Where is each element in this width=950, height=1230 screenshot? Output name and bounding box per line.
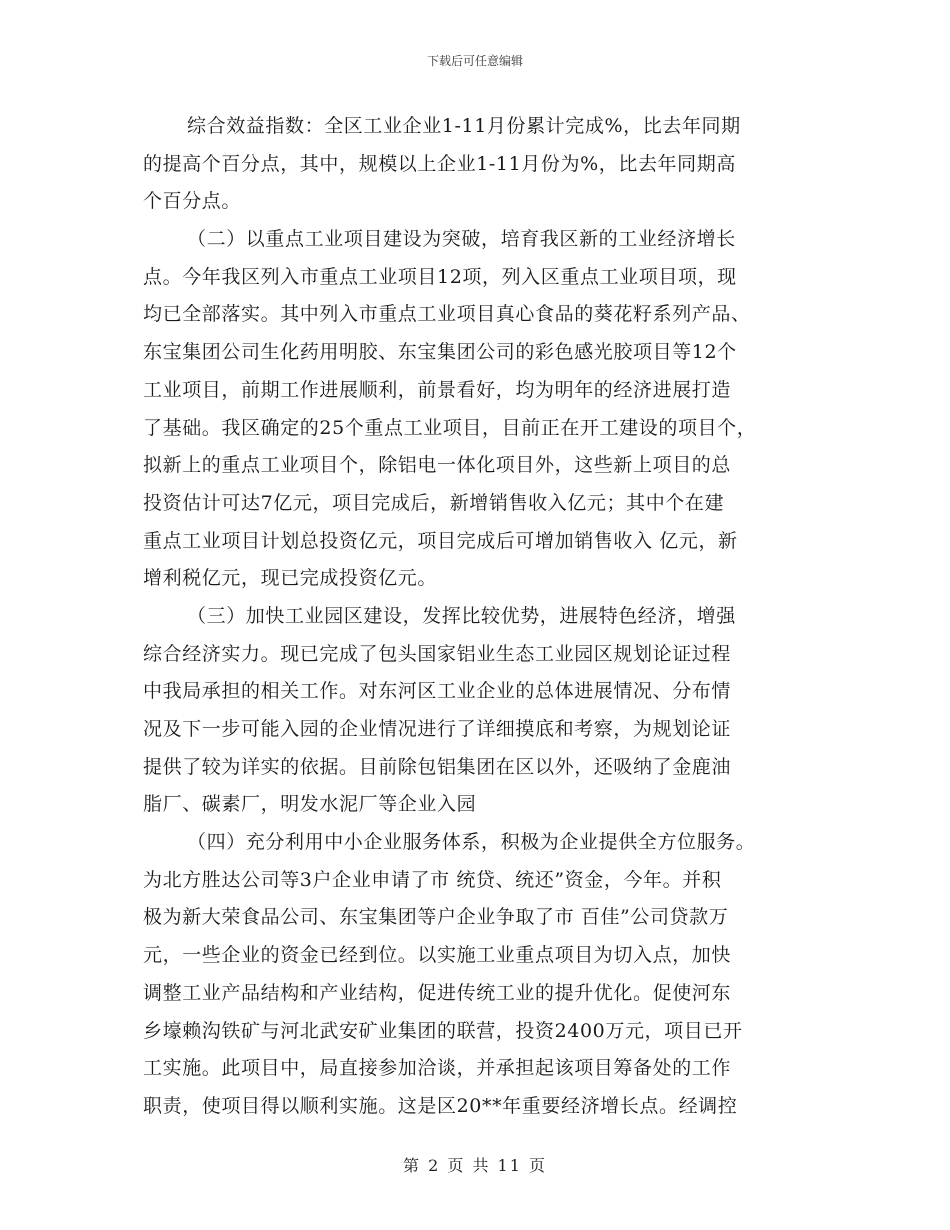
body-line: 况及下一步可能入园的企业情况进行了详细摸底和考察，为规划论证 bbox=[143, 718, 732, 740]
body-line: 工实施。此项目中，局直接参加洽谈，并承担起该项目筹备处的工作 bbox=[143, 1057, 732, 1080]
body-line: 综合效益指数：全区工业企业1-11月份累计完成%，比去年同期 bbox=[187, 115, 741, 137]
body-line: 了基础。我区确定的25个重点工业项目，目前正在开工建设的项目个， bbox=[143, 416, 757, 439]
page-header: 下载后可任意编辑 bbox=[426, 54, 523, 68]
body-line: 中我局承担的相关工作。对东河区工业企业的总体进展情况、分布情 bbox=[143, 680, 732, 703]
body-line: 元，一些企业的资金已经到位。以实施工业重点项目为切入点，加快 bbox=[143, 944, 732, 967]
body-line: 为北方胜达公司等3户企业申请了市 统贷、统还”资金，今年。并积 bbox=[143, 868, 722, 891]
body-line: 极为新大荣食品公司、东宝集团等户企业争取了市 百佳”公司贷款万 bbox=[143, 906, 729, 929]
body-line: （四）充分利用中小企业服务体系，积极为企业提供全方位服务。 bbox=[187, 831, 756, 854]
body-line: 职责，使项目得以顺利实施。这是区20**年重要经济增长点。经调控 bbox=[143, 1094, 738, 1117]
body-line: （二）以重点工业项目建设为突破，培育我区新的工业经济增长 bbox=[187, 228, 736, 251]
body-line: 投资估计可达7亿元，项目完成后，新增销售收入亿元；其中个在建 bbox=[143, 491, 725, 514]
document-body bbox=[143, 108, 808, 1126]
body-line: 脂厂、碳素厂，明发水泥厂等企业入园 bbox=[143, 793, 477, 816]
body-line: 拟新上的重点工业项目个，除铝电一体化项目外，这些新上项目的总 bbox=[143, 454, 732, 477]
body-line: 点。今年我区列入市重点工业项目12项，列入区重点工业项目项，现 bbox=[143, 265, 737, 288]
body-line: 增利税亿元，现已完成投资亿元。 bbox=[143, 567, 438, 590]
body-line: 调整工业产品结构和产业结构，促进传统工业的提升优化。促使河东 bbox=[143, 981, 732, 1004]
body-line: 个百分点。 bbox=[143, 190, 242, 213]
body-line: （三）加快工业园区建设，发挥比较优势，进展特色经济，增强 bbox=[187, 604, 736, 627]
body-line: 均已全部落实。其中列入市重点工业项目真心食品的葵花籽系列产品、 bbox=[143, 303, 751, 326]
body-line: 乡壕赖沟铁矿与河北武安矿业集团的联营，投资2400万元，项目已开 bbox=[143, 1019, 743, 1042]
body-line: 提供了较为详实的依据。目前除包铝集团在区以外，还吸纳了金鹿油 bbox=[143, 755, 732, 778]
page-number-footer: 第 2 页 共 11 页 bbox=[403, 1156, 547, 1175]
body-line: 东宝集团公司生化药用明胶、东宝集团公司的彩色感光胶项目等12个 bbox=[143, 341, 737, 364]
body-line: 工业项目，前期工作进展顺利，前景看好，均为明年的经济进展打造 bbox=[143, 378, 732, 401]
body-line: 的提高个百分点，其中，规模以上企业1-11月份为%，比去年同期高 bbox=[143, 152, 736, 175]
body-line: 综合经济实力。现已完成了包头国家铝业生态工业园区规划论证过程 bbox=[143, 642, 732, 665]
body-line: 重点工业项目计划总投资亿元，项目完成后可增加销售收入 亿元，新 bbox=[143, 529, 738, 552]
